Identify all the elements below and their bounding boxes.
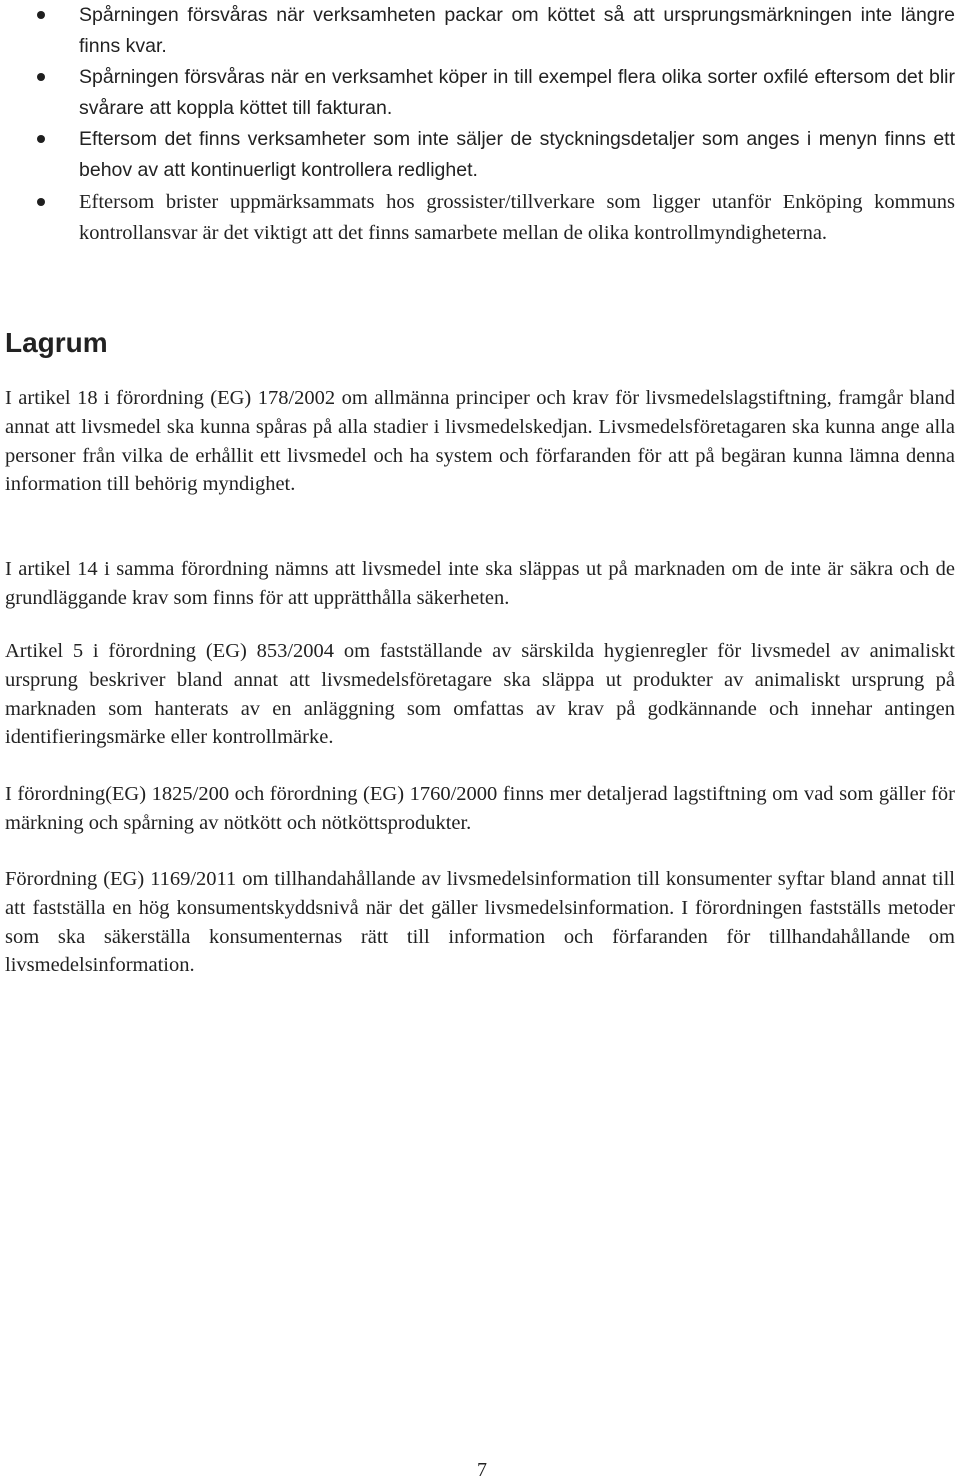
bullet-icon bbox=[37, 198, 45, 206]
body-paragraph: I förordning(EG) 1825/200 och förordning (EG) 1760/2000 finns mer detaljerad lagstiftning om vad som gäller för märkning och spårning av nötkött och nötköttsprodukter. bbox=[5, 783, 955, 834]
body-paragraph: I artikel 18 i förordning (EG) 178/2002 om allmänna principer och krav för livsmedelslagstiftning, framgår bland annat att livsmedel ska kunna spåras på alla stadier i livsmedelskedjan. Livsmedelsföretagaren ska kunna ange alla personer från vilka de erhållit ett livsmedel och ha system och förfaranden för att på begäran kunna lämna denna information till behörig myndighet. bbox=[5, 387, 955, 496]
section-heading: Lagrum bbox=[5, 327, 108, 358]
bullet-icon bbox=[37, 73, 45, 81]
bullet-icon bbox=[37, 135, 45, 143]
body-paragraph: I artikel 14 i samma förordning nämns att livsmedel inte ska släppas ut på marknaden om de inte är säkra och de grundläggande krav som finns för att upprätthålla säkerheten. bbox=[5, 558, 955, 609]
bullet-icon bbox=[37, 11, 45, 19]
bullet-text: Eftersom brister uppmärksammats hos grossister/tillverkare som ligger utanför Enköping kommuns kontrollansvar är det viktigt att det finns samarbete mellan de olika kontrollmyndigheterna. bbox=[79, 191, 955, 245]
bullet-text: Eftersom det finns verksamheter som inte säljer de styckningsdetaljer som anges i menyn finns ett behov av att kontinuerligt kontrollera redlighet. bbox=[79, 128, 955, 182]
body-paragraph: Förordning (EG) 1169/2011 om tillhandahållande av livsmedelsinformation till konsumenter syftar bland annat till att fastställa en hög konsumentskyddsnivå när det gäller livsmedelsinformation. I förordningen fastställs metoder som ska säkerställa konsumenternas rätt till information och förfaranden för tillhandahållande om livsmedelsinformation. bbox=[5, 868, 955, 977]
bullet-text: Spårningen försvåras när verksamheten packar om köttet så att ursprungsmärkningen inte längre finns kvar. bbox=[79, 4, 955, 58]
bullet-text: Spårningen försvåras när en verksamhet köper in till exempel flera olika sorter oxfilé eftersom det blir svårare att koppla köttet till fakturan. bbox=[79, 66, 955, 120]
body-paragraph: Artikel 5 i förordning (EG) 853/2004 om fastställande av särskilda hygienregler för livsmedel av animaliskt ursprung beskriver bland annat att livsmedelsföretagare ska släppa ut produkter av animaliskt ursprung på marknaden som hanterats av en anläggning som omfattas av krav på godkännande och innehar antingen identifieringsmärke eller kontrollmärke. bbox=[5, 640, 955, 749]
page-number: 7 bbox=[477, 1459, 487, 1481]
